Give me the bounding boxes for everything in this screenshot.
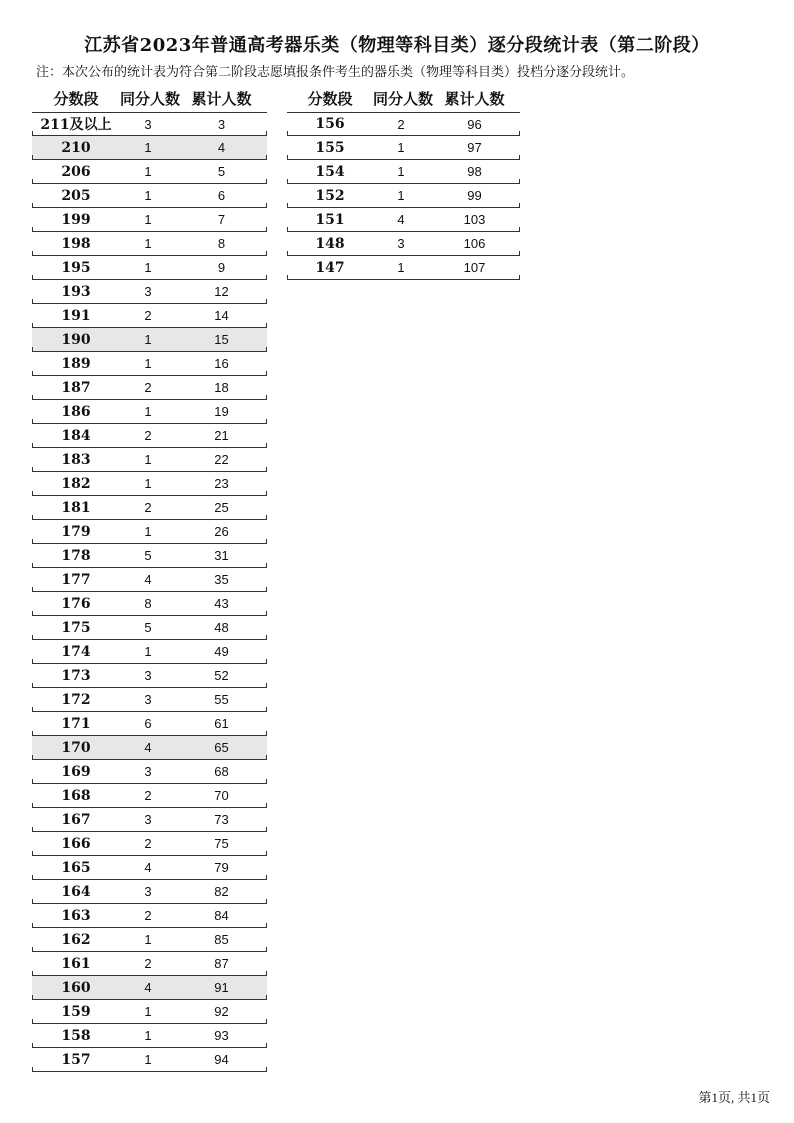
table-row (32, 376, 267, 400)
same-count-cell: 3 (144, 884, 152, 899)
score-cell: 182 (61, 475, 91, 492)
cumulative-count-cell: 35 (214, 572, 229, 587)
table-body (32, 112, 267, 1072)
table-row (287, 184, 520, 208)
table-row (32, 1024, 267, 1048)
score-cell: 171 (61, 715, 91, 732)
same-count-cell: 1 (397, 260, 405, 275)
score-cell: 158 (61, 1027, 91, 1044)
cumulative-count-cell: 25 (214, 500, 229, 515)
table-row (32, 544, 267, 568)
score-cell: 184 (61, 427, 91, 444)
same-count-cell: 4 (144, 572, 152, 587)
cumulative-count-cell: 92 (214, 1004, 229, 1019)
table-row (287, 256, 520, 280)
cumulative-count-cell: 55 (214, 692, 229, 707)
table-row (287, 160, 520, 184)
same-count-cell: 1 (144, 260, 152, 275)
cumulative-count-cell: 5 (217, 164, 226, 179)
header-same-count: 同分人数 (120, 89, 181, 108)
same-count-cell: 1 (144, 932, 152, 947)
same-count-cell: 3 (144, 116, 152, 132)
cumulative-count-cell: 85 (214, 932, 229, 947)
cumulative-count-cell: 21 (214, 428, 229, 443)
cumulative-count-cell: 15 (214, 332, 229, 347)
table-row (32, 928, 267, 952)
table-row (32, 496, 267, 520)
header-cumulative-count: 累计人数 (191, 89, 252, 108)
same-count-cell: 2 (397, 116, 405, 132)
cumulative-count-cell: 65 (214, 740, 229, 755)
score-table-right (287, 84, 520, 280)
score-cell: 189 (61, 355, 91, 372)
table-header (32, 84, 267, 112)
score-cell: 173 (61, 667, 91, 684)
score-cell: 160 (61, 979, 91, 996)
header-same-count: 同分人数 (373, 89, 434, 108)
cumulative-count-cell: 84 (214, 908, 229, 923)
table-row (32, 856, 267, 880)
table-row (32, 952, 267, 976)
cumulative-count-cell: 94 (214, 1052, 229, 1067)
same-count-cell: 1 (144, 1028, 152, 1043)
score-cell: 170 (61, 739, 91, 756)
table-row (32, 640, 267, 664)
score-table-left (32, 84, 267, 1072)
table-row (32, 808, 267, 832)
header-score: 分数段 (307, 89, 353, 108)
same-count-cell: 2 (144, 788, 152, 803)
cumulative-count-cell: 4 (217, 140, 226, 155)
cumulative-count-cell: 8 (217, 236, 226, 251)
table-row (287, 208, 520, 232)
score-cell: 174 (61, 643, 91, 660)
score-cell: 198 (61, 235, 91, 252)
table-row (32, 328, 267, 352)
cumulative-count-cell: 99 (467, 188, 482, 203)
score-cell: 205 (61, 187, 91, 204)
same-count-cell: 1 (144, 140, 152, 155)
cumulative-count-cell: 18 (214, 380, 229, 395)
table-row (32, 256, 267, 280)
cumulative-count-cell: 22 (214, 452, 229, 467)
cumulative-count-cell: 91 (214, 980, 229, 995)
score-cell: 172 (61, 691, 91, 708)
same-count-cell: 2 (144, 836, 152, 851)
score-cell: 175 (61, 619, 91, 636)
table-row (287, 112, 520, 136)
table-row (32, 112, 267, 136)
score-cell: 167 (61, 811, 91, 828)
same-count-cell: 1 (144, 452, 152, 467)
table-row (32, 688, 267, 712)
cumulative-count-cell: 43 (214, 596, 229, 611)
same-count-cell: 6 (144, 716, 152, 731)
same-count-cell: 2 (144, 308, 152, 323)
same-count-cell: 4 (144, 860, 152, 875)
cumulative-count-cell: 75 (214, 836, 229, 851)
cumulative-count-cell: 14 (214, 308, 229, 323)
cumulative-count-cell: 12 (214, 284, 229, 299)
score-cell: 154 (315, 163, 345, 180)
table-row (32, 784, 267, 808)
score-cell: 199 (61, 211, 91, 228)
table-row (32, 616, 267, 640)
table-note: 注：本次公布的统计表为符合第二阶段志愿填报条件考生的器乐类（物理等科目类）投档分逐分段统计。 (36, 65, 635, 80)
cumulative-count-cell: 7 (217, 212, 226, 227)
score-cell: 191 (61, 307, 91, 324)
cumulative-count-cell: 49 (214, 644, 229, 659)
cumulative-count-cell: 6 (217, 188, 226, 203)
table-row (32, 304, 267, 328)
score-cell: 152 (315, 187, 345, 204)
table-row (32, 976, 267, 1000)
same-count-cell: 4 (144, 740, 152, 755)
same-count-cell: 2 (144, 428, 152, 443)
score-cell: 169 (61, 763, 91, 780)
table-row (32, 184, 267, 208)
same-count-cell: 1 (144, 236, 152, 251)
score-cell: 179 (61, 523, 91, 540)
table-row (32, 904, 267, 928)
score-cell: 164 (61, 883, 91, 900)
table-row (32, 832, 267, 856)
same-count-cell: 1 (144, 644, 152, 659)
cumulative-count-cell: 87 (214, 956, 229, 971)
same-count-cell: 1 (144, 404, 152, 419)
same-count-cell: 1 (144, 212, 152, 227)
score-cell: 183 (61, 451, 91, 468)
score-cell: 178 (61, 547, 91, 564)
same-count-cell: 1 (397, 140, 405, 155)
cumulative-count-cell: 97 (467, 140, 482, 155)
cumulative-count-cell: 107 (463, 260, 486, 275)
score-cell: 147 (315, 259, 345, 276)
same-count-cell: 1 (397, 188, 405, 203)
same-count-cell: 4 (397, 212, 405, 227)
same-count-cell: 3 (397, 236, 405, 251)
same-count-cell: 1 (144, 164, 152, 179)
same-count-cell: 1 (144, 1004, 152, 1019)
score-cell: 195 (61, 259, 91, 276)
same-count-cell: 2 (144, 956, 152, 971)
table-row (32, 568, 267, 592)
cumulative-count-cell: 68 (214, 764, 229, 779)
same-count-cell: 1 (144, 332, 152, 347)
same-count-cell: 1 (144, 356, 152, 371)
same-count-cell: 2 (144, 908, 152, 923)
cumulative-count-cell: 31 (214, 548, 229, 563)
cumulative-count-cell: 48 (214, 620, 229, 635)
cumulative-count-cell: 70 (214, 788, 229, 803)
table-row (32, 880, 267, 904)
cumulative-count-cell: 106 (463, 236, 486, 251)
score-cell: 156 (315, 116, 345, 132)
header-score: 分数段 (53, 89, 99, 108)
cumulative-count-cell: 3 (217, 116, 226, 132)
page-title: 江苏省2023年普通高考器乐类（物理等科目类）逐分段统计表（第二阶段） (84, 35, 710, 56)
table-row (32, 1048, 267, 1072)
same-count-cell: 2 (144, 500, 152, 515)
table-row (32, 424, 267, 448)
score-cell: 190 (61, 331, 91, 348)
score-cell: 159 (61, 1003, 91, 1020)
score-cell: 186 (61, 403, 91, 420)
same-count-cell: 5 (144, 548, 152, 563)
same-count-cell: 1 (144, 476, 152, 491)
score-cell: 210 (61, 139, 91, 156)
table-row (32, 208, 267, 232)
score-cell: 187 (61, 379, 91, 396)
same-count-cell: 3 (144, 692, 152, 707)
table-row (32, 352, 267, 376)
score-cell: 155 (315, 139, 345, 156)
same-count-cell: 3 (144, 284, 152, 299)
cumulative-count-cell: 16 (214, 356, 229, 371)
same-count-cell: 8 (144, 596, 152, 611)
table-row (32, 136, 267, 160)
score-cell: 166 (61, 835, 91, 852)
score-cell: 181 (61, 499, 91, 516)
cumulative-count-cell: 9 (217, 260, 226, 275)
cumulative-count-cell: 98 (467, 164, 482, 179)
score-cell: 176 (61, 595, 91, 612)
table-row (287, 232, 520, 256)
table-row (287, 136, 520, 160)
header-cumulative-count: 累计人数 (444, 89, 505, 108)
cumulative-count-cell: 79 (214, 860, 229, 875)
cumulative-count-cell: 73 (214, 812, 229, 827)
table-row (32, 400, 267, 424)
same-count-cell: 4 (144, 980, 152, 995)
table-body (287, 112, 520, 280)
table-row (32, 280, 267, 304)
table-header (287, 84, 520, 112)
score-cell: 177 (61, 571, 91, 588)
table-row (32, 472, 267, 496)
same-count-cell: 3 (144, 668, 152, 683)
score-cell: 162 (61, 931, 91, 948)
table-row (32, 712, 267, 736)
cumulative-count-cell: 93 (214, 1028, 229, 1043)
same-count-cell: 3 (144, 764, 152, 779)
table-row (32, 1000, 267, 1024)
score-cell: 193 (61, 283, 91, 300)
cumulative-count-cell: 52 (214, 668, 229, 683)
score-cell: 206 (61, 163, 91, 180)
same-count-cell: 3 (144, 812, 152, 827)
score-cell: 148 (315, 235, 345, 252)
cumulative-count-cell: 96 (467, 116, 482, 132)
score-cell: 168 (61, 787, 91, 804)
score-cell: 211及以上 (40, 117, 112, 133)
same-count-cell: 1 (144, 524, 152, 539)
cumulative-count-cell: 23 (214, 476, 229, 491)
same-count-cell: 1 (397, 164, 405, 179)
table-row (32, 592, 267, 616)
table-row (32, 736, 267, 760)
table-row (32, 232, 267, 256)
table-row (32, 448, 267, 472)
cumulative-count-cell: 82 (214, 884, 229, 899)
page-footer: 第1页, 共1页 (698, 1090, 770, 1105)
score-cell: 163 (61, 907, 91, 924)
cumulative-count-cell: 61 (214, 716, 229, 731)
table-row (32, 160, 267, 184)
score-cell: 151 (315, 211, 345, 228)
table-row (32, 520, 267, 544)
score-cell: 165 (61, 859, 91, 876)
score-cell: 157 (61, 1051, 91, 1068)
cumulative-count-cell: 103 (463, 212, 486, 227)
same-count-cell: 2 (144, 380, 152, 395)
table-row (32, 664, 267, 688)
cumulative-count-cell: 26 (214, 524, 229, 539)
same-count-cell: 1 (144, 188, 152, 203)
same-count-cell: 5 (144, 620, 152, 635)
cumulative-count-cell: 19 (214, 404, 229, 419)
score-cell: 161 (61, 955, 91, 972)
table-row (32, 760, 267, 784)
same-count-cell: 1 (144, 1052, 152, 1067)
